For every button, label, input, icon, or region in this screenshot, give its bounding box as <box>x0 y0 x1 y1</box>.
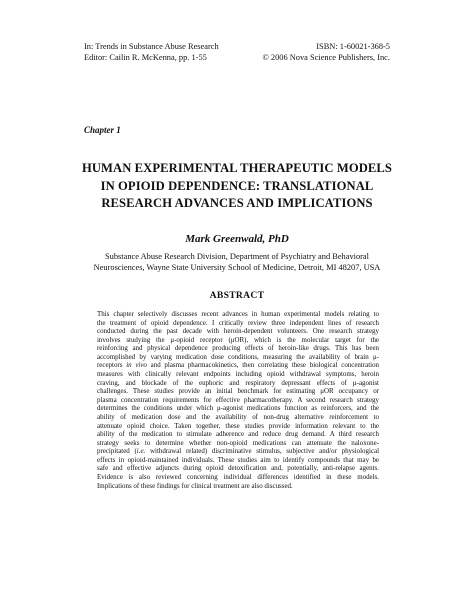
abstract-line: accomplished by varying medication dose conditions, measuring the availability of brain μ- <box>97 352 379 361</box>
chapter-label: Chapter 1 <box>84 125 121 135</box>
abstract-line: precipitated (i.e. withdrawal related) discriminative stimulus, subjective and/or physiological <box>97 447 379 456</box>
title-line: RESEARCH ADVANCES AND IMPLICATIONS <box>101 196 373 210</box>
abstract-line: strategy seeks to determine whether non-opioid medications can attenuate the naloxone- <box>97 438 379 447</box>
abstract-line: This chapter selectively discusses recent advances in human experimental models relating to <box>97 310 379 318</box>
abstract-line: ability of medication dose and the availability of non-drug alternative reinforcement to <box>97 412 379 421</box>
abstract-line: reinforcing and physical dependence producing effects of heroin-like drugs. This has been <box>97 344 379 353</box>
abstract-line: challenges. These studies provide an initial benchmark for estimating μOR occupancy or <box>97 387 379 396</box>
abstract-line: measures with clinically relevant endpoints including opioid withdrawal symptoms, heroin <box>97 370 379 379</box>
abstract-heading: ABSTRACT <box>209 290 265 301</box>
title-line: HUMAN EXPERIMENTAL THERAPEUTIC MODELS <box>81 161 393 175</box>
header-copyright-line: © 2006 Nova Science Publishers, Inc. <box>262 53 390 62</box>
title-line: IN OPIOID DEPENDENCE: TRANSLATIONAL <box>100 178 374 193</box>
abstract-line: Implications of these findings for clinical treatment are also discussed. <box>97 481 293 490</box>
chapter-title <box>70 160 404 213</box>
abstract-line: plasma concentration requirements for effective pharmacotherapy. A second research strategy <box>97 395 379 404</box>
abstract-line: effects in opioid-maintained individuals. These studies aim to identify compounds that may be <box>97 455 379 464</box>
abstract-line: the treatment of opioid dependence. I critically review three independent lines of research <box>97 318 379 327</box>
abstract-line: conducted during the past decade with heroin-dependent volunteers. One research strategy <box>97 327 379 336</box>
abstract-line: craving, and blockade of the euphoric and respiratory depressant effects of μ-agonist <box>97 378 379 387</box>
abstract-line: ability of the medication to stimulate adherence and reduce drug demand. A third research <box>97 430 379 439</box>
abstract-line: attenuate opioid choice. Taken together, these studies provide information relevant to the <box>97 421 379 430</box>
abstract-body <box>97 310 379 490</box>
abstract-line: Evidence is also reviewed concerning individual differences identified in these models. <box>97 472 379 481</box>
abstract-line: receptors in vivo and plasma pharmacokinetics, then correlating these biological concentration <box>97 361 380 370</box>
header-isbn-info <box>262 41 390 63</box>
header-journal-line: In: Trends in Substance Abuse Research <box>84 42 219 51</box>
abstract-line: involves studying the μ-opioid receptor (μOR), which is the molecular target for the <box>97 335 379 344</box>
affiliation-line: Neurosciences, Wayne State University School of Medicine, Detroit, MI 48207, USA <box>93 263 381 273</box>
header-isbn-line: ISBN: 1-60021-368-5 <box>316 42 390 51</box>
header-editor-line: Editor: Cailin R. McKenna, pp. 1-55 <box>84 53 207 62</box>
abstract-line: determines the conditions under which μ-agonist medications function as reinforcers, and the <box>97 404 379 413</box>
author-name: Mark Greenwald, PhD <box>185 233 289 245</box>
header-publication-info <box>84 41 219 63</box>
abstract-line: safe and effective adjuncts during opioid detoxification and, potentially, anti-relapse agents. <box>97 464 379 473</box>
affiliation-line: Substance Abuse Research Division, Department of Psychiatry and Behavioral <box>105 252 369 261</box>
author-affiliation <box>70 251 404 274</box>
